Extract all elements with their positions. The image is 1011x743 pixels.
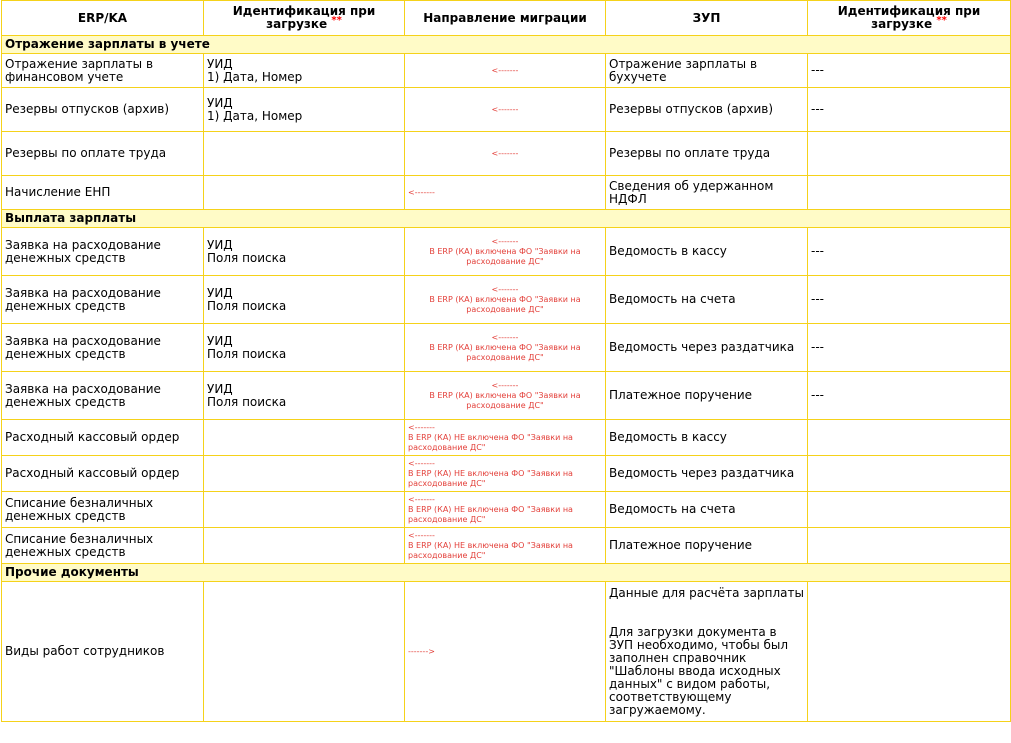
id-left: УИД 1) Дата, Номер bbox=[204, 88, 405, 132]
header-id-right: Идентификация при загрузке ** bbox=[808, 1, 1011, 36]
zup-doc bbox=[606, 582, 808, 722]
id-left: УИД Поля поиска bbox=[204, 228, 405, 276]
table-row bbox=[2, 88, 1011, 132]
id-right: --- bbox=[808, 372, 1011, 420]
table-row bbox=[2, 54, 1011, 88]
table-row bbox=[2, 324, 1011, 372]
migration-direction: <------- В ERP (КА) включена ФО "Заявки на расходование ДС" bbox=[405, 228, 606, 276]
zup-doc: Платежное поручение bbox=[606, 372, 808, 420]
migration-direction: <------- bbox=[405, 132, 606, 176]
id-right: --- bbox=[808, 276, 1011, 324]
migration-direction: <------- В ERP (КА) включена ФО "Заявки на расходование ДС" bbox=[405, 372, 606, 420]
id-right: --- bbox=[808, 54, 1011, 88]
id-left bbox=[204, 456, 405, 492]
section-title: Прочие документы bbox=[2, 564, 1011, 582]
migration-direction: <------- В ERP (КА) НЕ включена ФО "Заявки на расходование ДС" bbox=[405, 456, 606, 492]
erp-doc: Заявка на расходование денежных средств bbox=[2, 228, 204, 276]
migration-direction: -------> bbox=[405, 582, 606, 722]
table-row bbox=[2, 228, 1011, 276]
table-row bbox=[2, 528, 1011, 564]
erp-doc: Резервы по оплате труда bbox=[2, 132, 204, 176]
erp-doc: Заявка на расходование денежных средств bbox=[2, 324, 204, 372]
erp-doc: Отражение зарплаты в финансовом учете bbox=[2, 54, 204, 88]
migration-direction: <------- bbox=[405, 88, 606, 132]
id-left: УИД Поля поиска bbox=[204, 276, 405, 324]
migration-direction: <------- В ERP (КА) НЕ включена ФО "Заявки на расходование ДС" bbox=[405, 492, 606, 528]
zup-doc: Ведомость на счета bbox=[606, 276, 808, 324]
header-erp: ERP/KA bbox=[2, 1, 204, 36]
required-star: ** bbox=[331, 15, 342, 26]
id-left bbox=[204, 492, 405, 528]
id-left: УИД Поля поиска bbox=[204, 324, 405, 372]
section-row bbox=[2, 210, 1011, 228]
zup-doc-note: Для загрузки документа в ЗУП необходимо, чтобы был заполнен справочник "Шаблоны ввода исходных данных" с видом работы, соответствующему загружаемому. bbox=[609, 624, 789, 717]
zup-doc: Ведомость через раздатчика bbox=[606, 324, 808, 372]
section-row bbox=[2, 36, 1011, 54]
zup-doc: Ведомость на счета bbox=[606, 492, 808, 528]
id-left bbox=[204, 132, 405, 176]
table-row bbox=[2, 456, 1011, 492]
migration-direction: <------- В ERP (КА) НЕ включена ФО "Заявки на расходование ДС" bbox=[405, 528, 606, 564]
zup-doc: Ведомость в кассу bbox=[606, 420, 808, 456]
id-right: --- bbox=[808, 88, 1011, 132]
zup-doc: Платежное поручение bbox=[606, 528, 808, 564]
header-id-left: Идентификация при загрузке ** bbox=[204, 1, 405, 36]
erp-doc: Заявка на расходование денежных средств bbox=[2, 372, 204, 420]
zup-doc: Отражение зарплаты в бухучете bbox=[606, 54, 808, 88]
zup-doc: Резервы по оплате труда bbox=[606, 132, 808, 176]
zup-doc: Сведения об удержанном НДФЛ bbox=[606, 176, 808, 210]
id-right bbox=[808, 492, 1011, 528]
id-left bbox=[204, 420, 405, 456]
id-right bbox=[808, 582, 1011, 722]
erp-doc: Начисление ЕНП bbox=[2, 176, 204, 210]
required-star: ** bbox=[936, 15, 947, 26]
id-right: --- bbox=[808, 228, 1011, 276]
erp-doc: Расходный кассовый ордер bbox=[2, 456, 204, 492]
migration-direction: <------- В ERP (КА) НЕ включена ФО "Заявки на расходование ДС" bbox=[405, 420, 606, 456]
migration-direction: <------- bbox=[405, 54, 606, 88]
table-row bbox=[2, 176, 1011, 210]
table-row bbox=[2, 276, 1011, 324]
section-title: Выплата зарплаты bbox=[2, 210, 1011, 228]
header-row bbox=[2, 1, 1011, 36]
zup-doc: Резервы отпусков (архив) bbox=[606, 88, 808, 132]
id-left: УИД Поля поиска bbox=[204, 372, 405, 420]
migration-direction: <------- В ERP (КА) включена ФО "Заявки на расходование ДС" bbox=[405, 276, 606, 324]
table-row bbox=[2, 372, 1011, 420]
table-row bbox=[2, 582, 1011, 722]
erp-doc: Списание безналичных денежных средств bbox=[2, 492, 204, 528]
id-left bbox=[204, 176, 405, 210]
id-right bbox=[808, 528, 1011, 564]
id-left: УИД 1) Дата, Номер bbox=[204, 54, 405, 88]
id-right bbox=[808, 420, 1011, 456]
table-row bbox=[2, 492, 1011, 528]
id-right bbox=[808, 132, 1011, 176]
id-right bbox=[808, 176, 1011, 210]
zup-doc: Ведомость в кассу bbox=[606, 228, 808, 276]
erp-doc: Виды работ сотрудников bbox=[2, 582, 204, 722]
migration-direction: <------- bbox=[405, 176, 606, 210]
header-zup: ЗУП bbox=[606, 1, 808, 36]
header-direction: Направление миграции bbox=[405, 1, 606, 36]
migration-table bbox=[1, 0, 1011, 722]
id-right: --- bbox=[808, 324, 1011, 372]
zup-doc-title: Данные для расчёта зарплаты bbox=[609, 585, 804, 600]
table-row bbox=[2, 132, 1011, 176]
table-row bbox=[2, 420, 1011, 456]
id-right bbox=[808, 456, 1011, 492]
erp-doc: Заявка на расходование денежных средств bbox=[2, 276, 204, 324]
erp-doc: Списание безналичных денежных средств bbox=[2, 528, 204, 564]
erp-doc: Резервы отпусков (архив) bbox=[2, 88, 204, 132]
section-title: Отражение зарплаты в учете bbox=[2, 36, 1011, 54]
migration-direction: <------- В ERP (КА) включена ФО "Заявки на расходование ДС" bbox=[405, 324, 606, 372]
zup-doc: Ведомость через раздатчика bbox=[606, 456, 808, 492]
id-left bbox=[204, 528, 405, 564]
erp-doc: Расходный кассовый ордер bbox=[2, 420, 204, 456]
section-row bbox=[2, 564, 1011, 582]
id-left bbox=[204, 582, 405, 722]
